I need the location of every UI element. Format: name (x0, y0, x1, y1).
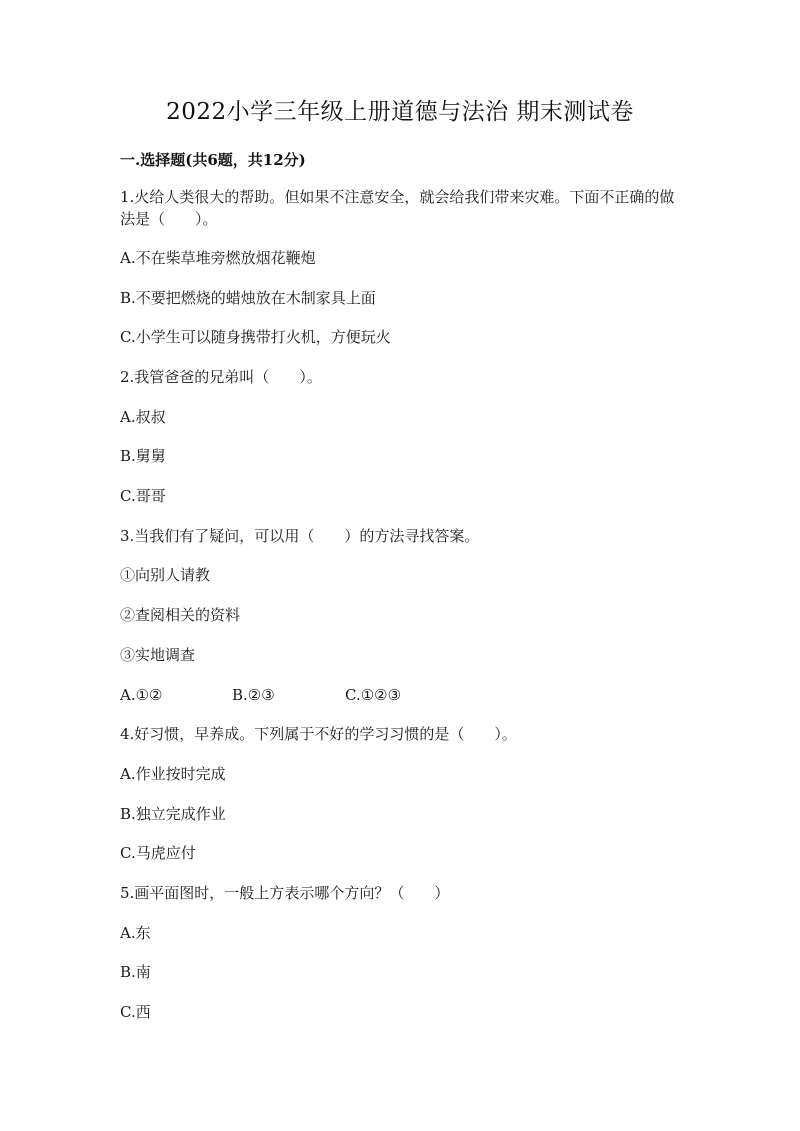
question-1-option-c: C.小学生可以随身携带打火机，方便玩火 (120, 328, 391, 346)
question-5-option-a: A.东 (120, 924, 151, 942)
question-3-option-c: C.①②③ (345, 686, 402, 704)
question-4-option-a: A.作业按时完成 (120, 765, 226, 783)
question-2-option-c: C.哥哥 (120, 487, 166, 505)
question-5-stem: 5.画平面图时，一般上方表示哪个方向？（ ） (120, 884, 450, 902)
question-2-option-b: B.舅舅 (120, 447, 166, 465)
question-3-statement-1: ①向别人请教 (120, 566, 211, 584)
question-4-option-c: C.马虎应付 (120, 844, 196, 862)
question-3-options (120, 684, 680, 706)
question-3-option-a: A.①② (120, 686, 163, 704)
question-2-option-a: A.叔叔 (120, 408, 166, 426)
question-4-option-b: B.独立完成作业 (120, 805, 226, 823)
question-5-option-b: B.南 (120, 963, 151, 981)
page-title: 2022小学三年级上册道德与法治 期末测试卷 (166, 99, 634, 125)
question-1-option-b: B.不要把燃烧的蜡烛放在木制家具上面 (120, 289, 376, 307)
question-3-option-b: B.②③ (232, 686, 275, 704)
question-1-stem: 1.火给人类很大的帮助。但如果不注意安全，就会给我们带来灾难。下面不正确的做法是（ ）。 (120, 188, 675, 228)
question-4-stem: 4.好习惯，早养成。下列属于不好的学习习惯的是（ ）。 (120, 725, 517, 743)
question-5-option-c: C.西 (120, 1003, 151, 1021)
question-3-stem: 3.当我们有了疑问，可以用（ ）的方法寻找答案。 (120, 527, 480, 545)
section-heading: 一.选择题(共6题，共12分) (120, 151, 306, 169)
question-3-statement-2: ②查阅相关的资料 (120, 606, 241, 624)
question-1-option-a: A.不在柴草堆旁燃放烟花鞭炮 (120, 249, 316, 267)
question-3-statement-3: ③实地调查 (120, 646, 196, 664)
question-2-stem: 2.我管爸爸的兄弟叫（ ）。 (120, 368, 322, 386)
